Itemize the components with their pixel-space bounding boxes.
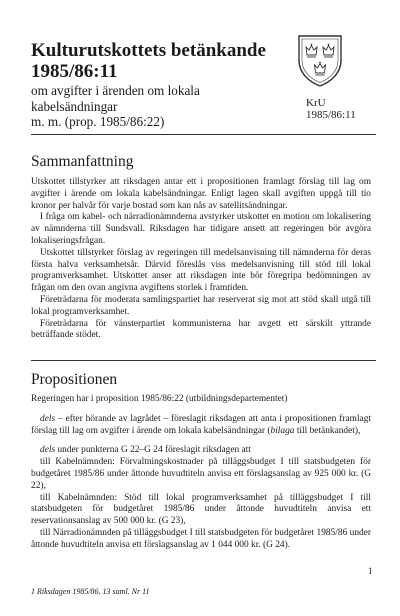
header-divider	[31, 134, 376, 135]
paragraph: Utskottet tillstyrker förslag av regeringen till medelsanvisning till nämnderna för deras första halva verksamhetsår. Därvid föreslås viss medelsanvisning till stöd till lokal programverksamhet. Utskottet anser att riksdagen inte bör föregripa bedömningen av frågan om den ovan angivna avgiftens storlek i framtiden.	[31, 247, 371, 294]
propositionen-body	[31, 394, 371, 552]
paragraph: dels – efter hörande av lagrådet – föreslagit riksdagen att anta i propositionen framlagt förslag till lag om avgifter i ärende om lokala kabelsändningar (bilaga till betänkandet),	[31, 413, 371, 436]
bilaga-label: bilaga	[270, 425, 295, 436]
list-item: till Kabelnämnden: Förvaltningskostnader på tilläggsbudget I till statsbudgeten för budgetåret 1985/86 under åttonde huvudtiteln anvisa ett förslagsanslag av 925 000 kr. (G 22),	[31, 457, 371, 491]
dels-label: dels	[40, 445, 56, 456]
footer-print-info: 1 Riksdagen 1985/86. 13 saml. Nr 11	[31, 587, 150, 596]
document-title	[31, 40, 271, 82]
paragraph: I fråga om kabel- och närradionämnderna avstyrker utskottet en motion om lokalisering av nämnderna till Sundsvall. Riksdagen har tidigare ansett att regeringen bör avgöra lokaliseringsfrågan.	[31, 212, 371, 246]
paragraph: Företrädarna för vänsterpartiet kommunisterna har avgett ett särskilt yttrande beträffande stödet.	[31, 318, 371, 341]
ref-committee: KrU	[306, 97, 326, 109]
subtitle-line-1: om avgifter i ärenden om lokala kabelsändningar	[31, 83, 200, 114]
paragraph: Företrädarna för moderata samlingspartiet har reserverat sig mot att stöd skall utgå till lokal programverksamhet.	[31, 294, 371, 317]
dels-label: dels	[40, 413, 56, 424]
paragraph: Regeringen har i proposition 1985/86:22 (utbildningsdepartementet)	[31, 394, 288, 404]
list-item: till Närradionämnden på tilläggsbudget I till statsbudgeten för budgetåret 1985/86 under åttonde huvudtiteln anvisa ett förslagsanslag av 1 044 000 kr. (G 24).	[31, 527, 371, 550]
section-heading-propositionen: Propositionen	[31, 371, 118, 388]
paragraph: dels under punkterna G 22–G 24 föreslagit riksdagen att	[40, 445, 251, 456]
three-crowns-crest-icon	[296, 30, 344, 88]
document-subtitle	[31, 83, 271, 130]
title-line-1: Kulturutskottets betänkande	[31, 40, 266, 61]
paragraph: Utskottet tillstyrker att riksdagen antar ett i propositionen framlagt förslag till lag om avgifter i ärende om lokala kabelsändningar. Enligt lagen skall avgiften uppgå till tio kronor per halvår för varje bostad som kan nås av satellitsändningar.	[31, 177, 371, 211]
list-item: till Kabelnämnden: Stöd till lokal programverksamhet på tilläggsbudget I till statsbudgeten för budgetåret 1985/86 under åttonde huvudtiteln anvisa ett reservationsanslag av 500 000 kr. (G 23),	[31, 492, 371, 527]
document-reference	[306, 97, 356, 121]
page-number: 1	[368, 566, 373, 576]
section-heading-sammanfattning: Sammanfattning	[31, 153, 134, 170]
ref-number: 1985/86:11	[306, 109, 356, 121]
subtitle-line-2: m. m. (prop. 1985/86:22)	[31, 114, 165, 129]
sammanfattning-body	[31, 177, 371, 342]
section-divider	[31, 360, 376, 361]
title-line-2: 1985/86:11	[31, 61, 118, 82]
